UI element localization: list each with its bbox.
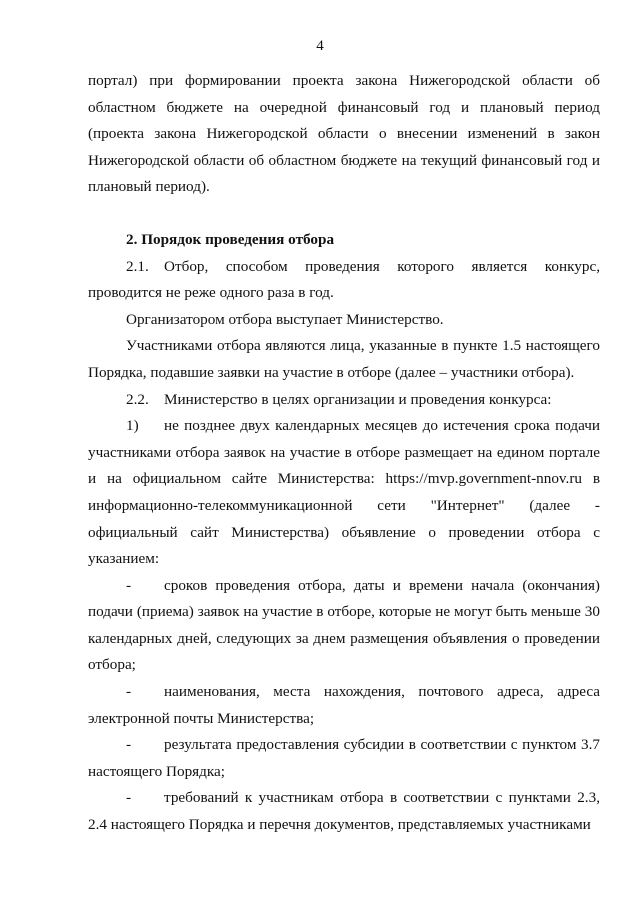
paragraph-2-1 (88, 254, 600, 307)
list-item-text: не позднее двух календарных месяцев до истечения срока подачи участниками отбора заявок на участие в отборе размещает на едином портале и на официальном сайте Министерства: https://mvp.government-nnov.ru в информационно-телекоммуникационной сети "Интернет" (далее - официальный сайт Министерства) объявление о проведении отбора с указанием: (88, 417, 600, 568)
paragraph-number: 2.1. (126, 257, 149, 275)
bullet-dash: - (126, 789, 132, 807)
paragraph-participants: Участниками отбора являются лица, указанные в пункте 1.5 настоящего Порядка, подавшие заявки на участие в отборе (далее – участники отбора). (88, 337, 600, 381)
paragraph-text: Министерство в целях организации и проведения конкурса: (164, 390, 552, 408)
paragraph-number: 2.2. (126, 390, 149, 408)
bullet-text: требований к участникам отбора в соответствии с пунктами 2.3, 2.4 настоящего Порядка и перечня документов, представляемых участниками (88, 789, 600, 834)
list-item-number: 1) (126, 417, 139, 435)
bullet-dash: - (126, 576, 132, 594)
paragraph-text: Отбор, способом проведения которого является конкурс, проводится не реже одного раза в год. (88, 257, 600, 302)
section-heading: 2. Порядок проведения отбора (126, 230, 335, 248)
bullet-dash: - (126, 736, 132, 754)
document-body (88, 68, 600, 839)
bullet-item (88, 679, 600, 732)
paragraph-2-2 (88, 387, 600, 414)
page-number: 4 (316, 38, 324, 54)
bullet-text: наименования, места нахождения, почтового адреса, адреса электронной почты Министерства; (88, 683, 600, 727)
bullet-dash: - (126, 683, 132, 701)
bullet-text: сроков проведения отбора, даты и времени начала (окончания) подачи (приема) заявок на участие в отборе, которые не могут быть меньше 30 календарных дней, следующих за днем размещения объявления о проведении отбора; (88, 576, 600, 674)
bullet-text: результата предоставления субсидии в соответствии с пунктом 3.7 настоящего Порядка; (88, 736, 600, 780)
bullet-item (88, 785, 600, 838)
bullet-item (88, 732, 600, 785)
bullet-item (88, 573, 600, 679)
intro-paragraph: портал) при формировании проекта закона Нижегородской области об областном бюджете на очередной финансовый год и плановый период (проекта закона Нижегородской области о внесении изменений в закон Нижегородской области об областном бюджете на текущий финансовый год и плановый период). (88, 72, 600, 196)
list-item-1 (88, 413, 600, 573)
paragraph-organizer: Организатором отбора выступает Министерство. (126, 310, 444, 328)
